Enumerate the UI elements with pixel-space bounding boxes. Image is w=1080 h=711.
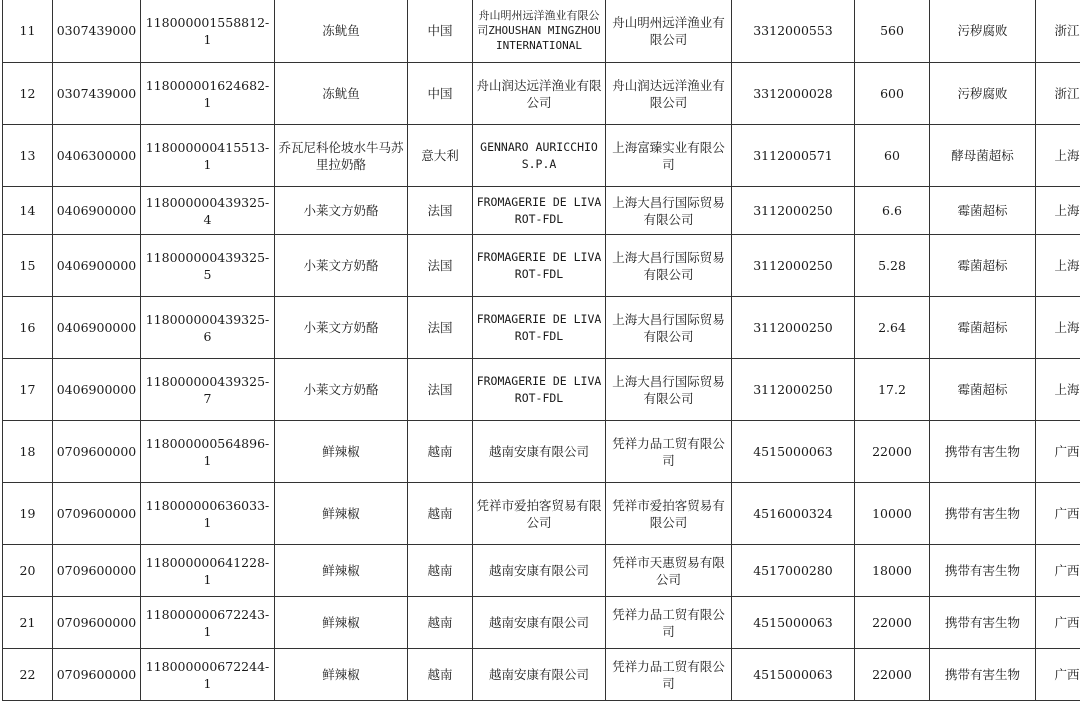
- origin-country-cell: 越南: [408, 545, 473, 597]
- producer-name-cell: FROMAGERIE DE LIVAROT-FDL: [473, 187, 606, 235]
- weight-value-cell: 2.64: [855, 297, 930, 359]
- table-row: [3, 483, 1080, 545]
- importer-code-cell: 4515000063: [732, 649, 855, 701]
- hs-code-cell: 0406900000: [53, 187, 141, 235]
- origin-country-cell: 法国: [408, 187, 473, 235]
- port-region-cell: 广西: [1036, 421, 1080, 483]
- declaration-number-cell: 118000000439325-7: [141, 359, 275, 421]
- row-number-cell: 17: [3, 359, 53, 421]
- weight-value-cell: 60: [855, 125, 930, 187]
- row-number-cell: 21: [3, 597, 53, 649]
- weight-value-cell: 22000: [855, 597, 930, 649]
- row-number-cell: 15: [3, 235, 53, 297]
- product-name-cell: 冻鱿鱼: [275, 63, 408, 125]
- product-name-cell: 小莱文方奶酪: [275, 235, 408, 297]
- reject-reason-cell: 携带有害生物: [930, 597, 1036, 649]
- row-number-cell: 14: [3, 187, 53, 235]
- reject-reason-cell: 霉菌超标: [930, 359, 1036, 421]
- weight-value-cell: 560: [855, 0, 930, 63]
- table-row: [3, 125, 1080, 187]
- declaration-number-cell: 118000001558812-1: [141, 0, 275, 63]
- port-region-cell: 上海: [1036, 359, 1080, 421]
- reject-reason-cell: 携带有害生物: [930, 483, 1036, 545]
- importer-code-cell: 4516000324: [732, 483, 855, 545]
- product-name-cell: 鲜辣椒: [275, 421, 408, 483]
- product-name-cell: 鲜辣椒: [275, 483, 408, 545]
- hs-code-cell: 0709600000: [53, 483, 141, 545]
- table-row: [3, 359, 1080, 421]
- declaration-number-cell: 118000001624682-1: [141, 63, 275, 125]
- weight-value-cell: 18000: [855, 545, 930, 597]
- declaration-number-cell: 118000000564896-1: [141, 421, 275, 483]
- product-name-cell: 小莱文方奶酪: [275, 297, 408, 359]
- importer-name-cell: 上海大昌行国际贸易有限公司: [606, 187, 732, 235]
- hs-code-cell: 0709600000: [53, 421, 141, 483]
- declaration-number-cell: 118000000672243-1: [141, 597, 275, 649]
- hs-code-cell: 0709600000: [53, 597, 141, 649]
- weight-value-cell: 17.2: [855, 359, 930, 421]
- reject-reason-cell: 霉菌超标: [930, 297, 1036, 359]
- origin-country-cell: 越南: [408, 483, 473, 545]
- row-number-cell: 19: [3, 483, 53, 545]
- hs-code-cell: 0307439000: [53, 0, 141, 63]
- importer-code-cell: 4515000063: [732, 597, 855, 649]
- importer-code-cell: 3112000250: [732, 297, 855, 359]
- table-row: [3, 63, 1080, 125]
- producer-name-cell: FROMAGERIE DE LIVAROT-FDL: [473, 297, 606, 359]
- hs-code-cell: 0406900000: [53, 235, 141, 297]
- declaration-number-cell: 118000000439325-4: [141, 187, 275, 235]
- hs-code-cell: 0406300000: [53, 125, 141, 187]
- hs-code-cell: 0307439000: [53, 63, 141, 125]
- declaration-number-cell: 118000000672244-1: [141, 649, 275, 701]
- weight-value-cell: 22000: [855, 421, 930, 483]
- importer-name-cell: 凭祥力品工贸有限公司: [606, 649, 732, 701]
- product-name-cell: 乔瓦尼科伦坡水牛马苏里拉奶酪: [275, 125, 408, 187]
- port-region-cell: 广西: [1036, 545, 1080, 597]
- table-row: [3, 597, 1080, 649]
- port-region-cell: 上海: [1036, 235, 1080, 297]
- table-row: [3, 235, 1080, 297]
- importer-name-cell: 舟山润达远洋渔业有限公司: [606, 63, 732, 125]
- reject-reason-cell: 酵母菌超标: [930, 125, 1036, 187]
- origin-country-cell: 越南: [408, 597, 473, 649]
- importer-code-cell: 3112000571: [732, 125, 855, 187]
- producer-name-cell: 越南安康有限公司: [473, 649, 606, 701]
- origin-country-cell: 法国: [408, 297, 473, 359]
- port-region-cell: 广西: [1036, 483, 1080, 545]
- port-region-cell: 上海: [1036, 125, 1080, 187]
- table-row: [3, 421, 1080, 483]
- inspection-table: [2, 0, 1080, 701]
- hs-code-cell: 0406900000: [53, 359, 141, 421]
- producer-name-cell: 舟山润达远洋渔业有限公司: [473, 63, 606, 125]
- origin-country-cell: 法国: [408, 235, 473, 297]
- row-number-cell: 13: [3, 125, 53, 187]
- importer-name-cell: 凭祥市爱拍客贸易有限公司: [606, 483, 732, 545]
- product-name-cell: 鲜辣椒: [275, 649, 408, 701]
- reject-reason-cell: 携带有害生物: [930, 421, 1036, 483]
- importer-code-cell: 4515000063: [732, 421, 855, 483]
- origin-country-cell: 越南: [408, 649, 473, 701]
- declaration-number-cell: 118000000641228-1: [141, 545, 275, 597]
- row-number-cell: 22: [3, 649, 53, 701]
- reject-reason-cell: 污秽腐败: [930, 0, 1036, 63]
- importer-name-cell: 凭祥力品工贸有限公司: [606, 597, 732, 649]
- port-region-cell: 浙江: [1036, 0, 1080, 63]
- table-row: [3, 545, 1080, 597]
- importer-code-cell: 3112000250: [732, 359, 855, 421]
- origin-country-cell: 越南: [408, 421, 473, 483]
- table-row: [3, 649, 1080, 701]
- row-number-cell: 11: [3, 0, 53, 63]
- producer-name-cell: 越南安康有限公司: [473, 545, 606, 597]
- reject-reason-cell: 霉菌超标: [930, 187, 1036, 235]
- importer-name-cell: 凭祥市天惠贸易有限公司: [606, 545, 732, 597]
- port-region-cell: 上海: [1036, 187, 1080, 235]
- declaration-number-cell: 118000000439325-6: [141, 297, 275, 359]
- port-region-cell: 广西: [1036, 649, 1080, 701]
- product-name-cell: 小莱文方奶酪: [275, 359, 408, 421]
- weight-value-cell: 5.28: [855, 235, 930, 297]
- producer-name-cell: FROMAGERIE DE LIVAROT-FDL: [473, 235, 606, 297]
- weight-value-cell: 10000: [855, 483, 930, 545]
- row-number-cell: 18: [3, 421, 53, 483]
- port-region-cell: 广西: [1036, 597, 1080, 649]
- origin-country-cell: 法国: [408, 359, 473, 421]
- product-name-cell: 鲜辣椒: [275, 597, 408, 649]
- producer-name-cell: 凭祥市爱拍客贸易有限公司: [473, 483, 606, 545]
- port-region-cell: 上海: [1036, 297, 1080, 359]
- importer-code-cell: 3312000028: [732, 63, 855, 125]
- port-region-cell: 浙江: [1036, 63, 1080, 125]
- importer-name-cell: 上海大昌行国际贸易有限公司: [606, 297, 732, 359]
- weight-value-cell: 22000: [855, 649, 930, 701]
- importer-name-cell: 舟山明州远洋渔业有限公司: [606, 0, 732, 63]
- row-number-cell: 16: [3, 297, 53, 359]
- origin-country-cell: 意大利: [408, 125, 473, 187]
- producer-name-cell: 舟山明州远洋渔业有限公司ZHOUSHAN MINGZHOU INTERNATIONAL: [473, 0, 606, 63]
- importer-code-cell: 4517000280: [732, 545, 855, 597]
- importer-name-cell: 上海富臻实业有限公司: [606, 125, 732, 187]
- product-name-cell: 冻鱿鱼: [275, 0, 408, 63]
- table-row: [3, 0, 1080, 63]
- importer-name-cell: 凭祥力品工贸有限公司: [606, 421, 732, 483]
- weight-value-cell: 600: [855, 63, 930, 125]
- origin-country-cell: 中国: [408, 0, 473, 63]
- origin-country-cell: 中国: [408, 63, 473, 125]
- table-row: [3, 187, 1080, 235]
- importer-name-cell: 上海大昌行国际贸易有限公司: [606, 359, 732, 421]
- importer-code-cell: 3112000250: [732, 187, 855, 235]
- producer-name-cell: 越南安康有限公司: [473, 597, 606, 649]
- producer-name-cell: 越南安康有限公司: [473, 421, 606, 483]
- hs-code-cell: 0406900000: [53, 297, 141, 359]
- reject-reason-cell: 携带有害生物: [930, 545, 1036, 597]
- product-name-cell: 鲜辣椒: [275, 545, 408, 597]
- reject-reason-cell: 霉菌超标: [930, 235, 1036, 297]
- row-number-cell: 20: [3, 545, 53, 597]
- weight-value-cell: 6.6: [855, 187, 930, 235]
- reject-reason-cell: 污秽腐败: [930, 63, 1036, 125]
- declaration-number-cell: 118000000439325-5: [141, 235, 275, 297]
- reject-reason-cell: 携带有害生物: [930, 649, 1036, 701]
- importer-code-cell: 3312000553: [732, 0, 855, 63]
- table-row: [3, 297, 1080, 359]
- declaration-number-cell: 118000000415513-1: [141, 125, 275, 187]
- product-name-cell: 小莱文方奶酪: [275, 187, 408, 235]
- importer-code-cell: 3112000250: [732, 235, 855, 297]
- row-number-cell: 12: [3, 63, 53, 125]
- table-body: [3, 0, 1080, 701]
- hs-code-cell: 0709600000: [53, 545, 141, 597]
- producer-name-cell: FROMAGERIE DE LIVAROT-FDL: [473, 359, 606, 421]
- hs-code-cell: 0709600000: [53, 649, 141, 701]
- producer-name-cell: GENNARO AURICCHIO S.P.A: [473, 125, 606, 187]
- importer-name-cell: 上海大昌行国际贸易有限公司: [606, 235, 732, 297]
- declaration-number-cell: 118000000636033-1: [141, 483, 275, 545]
